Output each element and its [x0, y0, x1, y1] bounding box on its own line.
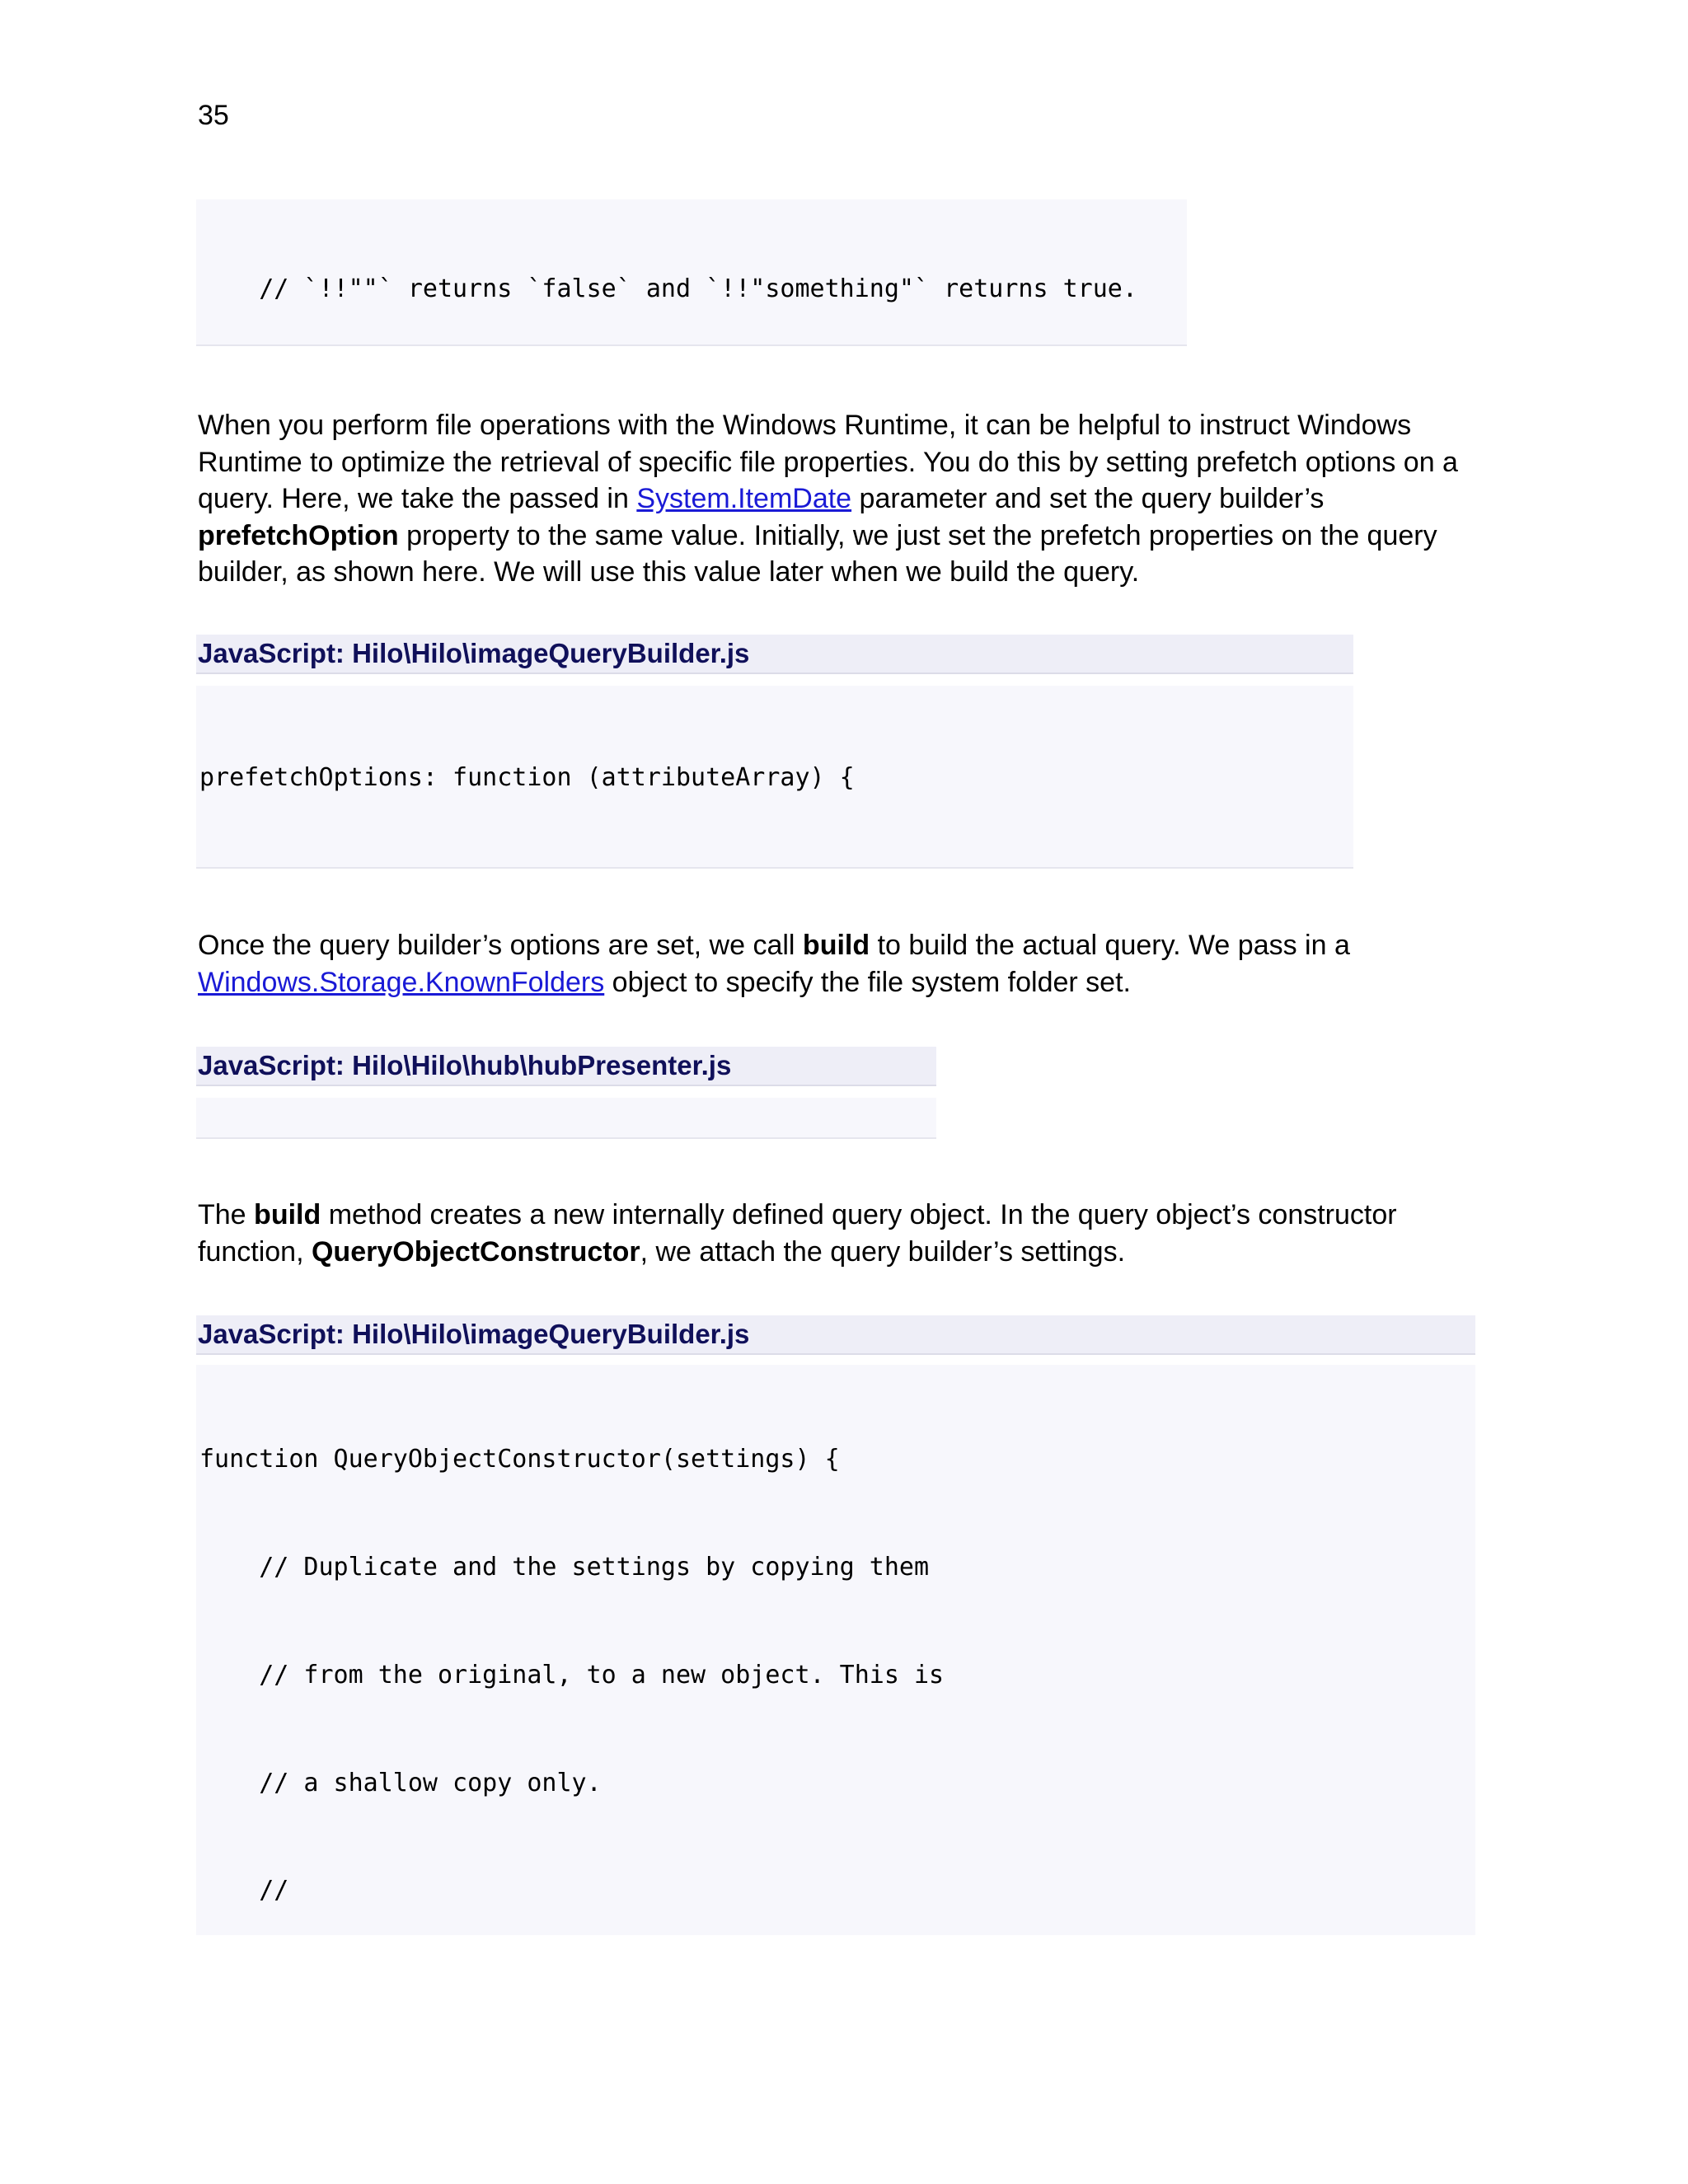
paragraph-text: When you perform file operations with the Windows Runtime, it can be helpful to instruct Windows Runtime to optimize the retrieval of specific file properties. You do this by setting prefetch options on a query. Here, we take the passed in	[198, 410, 1458, 515]
paragraph-text: property to the same value. Initially, we just set the prefetch properties on the query builder, as shown here. We will use this value later when we build the query.	[198, 519, 1437, 588]
bold-term: build	[254, 1199, 321, 1230]
code-line: // from the original, to a new object. This is	[199, 1660, 945, 1690]
paragraph-text: method creates a new internally defined query object. In the query object’s constructor function,	[198, 1199, 1397, 1268]
code-block-prefetch-options	[196, 686, 1353, 869]
code-line: // Duplicate and the settings by copying them	[199, 1552, 930, 1582]
link-system-itemdate[interactable]: System.ItemDate	[636, 483, 852, 515]
paragraph-text: parameter and set the query builder’s	[851, 483, 1325, 515]
code-heading-hubpresenter: JavaScript: Hilo\Hilo\hub\hubPresenter.js	[196, 1047, 936, 1086]
code-block-query-build	[196, 1098, 936, 1139]
code-line: //	[199, 1876, 289, 1905]
code-line: prefetchOptions: function (attributeArray) {	[199, 763, 855, 793]
paragraph-query-object	[198, 1197, 1484, 1270]
paragraph-text: The	[198, 1199, 255, 1230]
page-number: 35	[198, 100, 229, 131]
code-line	[199, 868, 1353, 869]
code-line: // a shallow copy only.	[199, 1768, 602, 1797]
bold-term: QueryObjectConstructor	[311, 1235, 640, 1268]
paragraph-build-query	[198, 927, 1484, 1001]
code-heading-imagequerybuilder: JavaScript: Hilo\Hilo\imageQueryBuilder.js	[196, 635, 1353, 674]
code-block-bindable	[196, 199, 1187, 346]
code-block-query-object-constructor	[196, 1365, 1475, 1935]
bold-term: build	[802, 930, 870, 961]
bold-term: prefetchOption	[198, 519, 399, 551]
code-line: // `!!""` returns `false` and `!!"something"` returns true.	[199, 274, 1137, 304]
link-known-folders[interactable]: Windows.Storage.KnownFolders	[198, 966, 605, 998]
paragraph-text: Once the query builder’s options are set, we call	[198, 930, 803, 961]
paragraph-text: , we attach the query builder’s settings.	[640, 1235, 1126, 1268]
code-heading-imagequerybuilder-2: JavaScript: Hilo\Hilo\imageQueryBuilder.js	[196, 1315, 1475, 1355]
paragraph-prefetch-intro	[198, 407, 1484, 591]
paragraph-text: object to specify the file system folder set.	[604, 966, 1131, 998]
paragraph-text: to build the actual query. We pass in a	[870, 930, 1350, 961]
code-line: function QueryObjectConstructor(settings) {	[199, 1445, 840, 1474]
